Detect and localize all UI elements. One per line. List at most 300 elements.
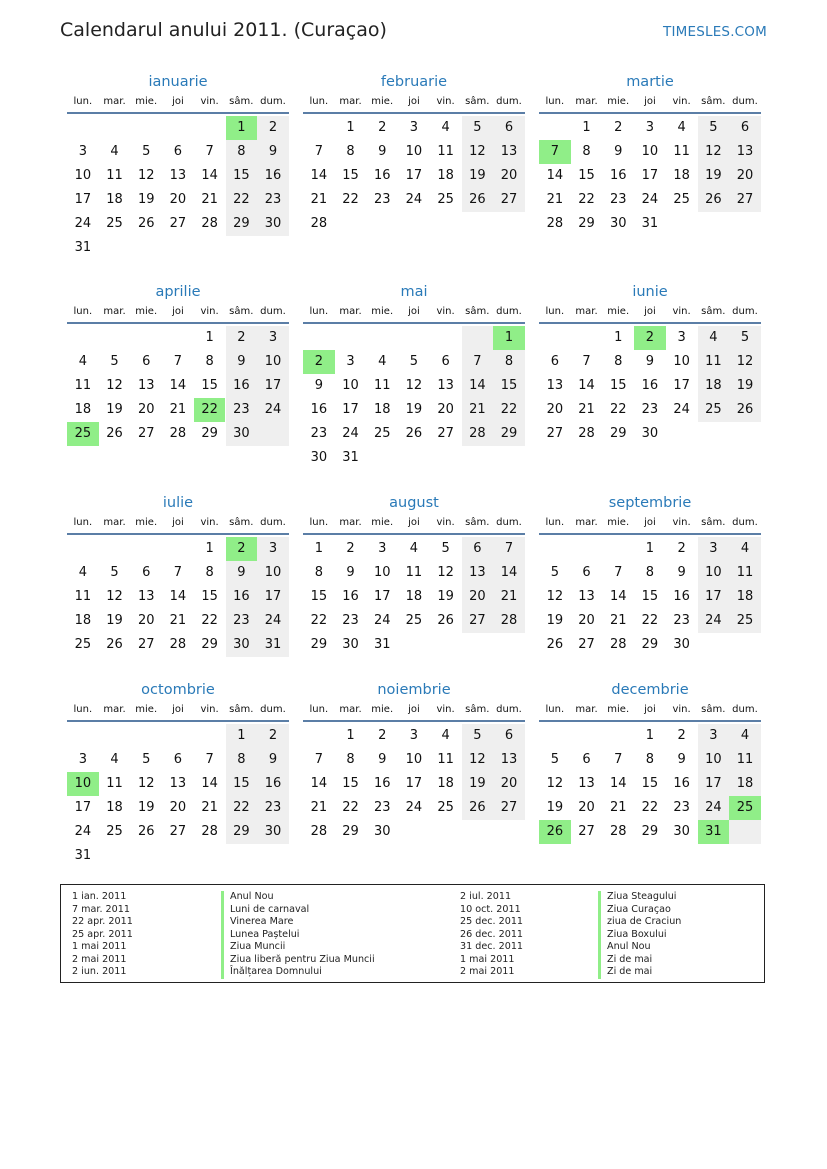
day-cell: 12: [137, 776, 155, 791]
day-cell: 29: [609, 426, 627, 441]
day-cell: 22: [641, 800, 659, 815]
day-cell: 29: [342, 824, 359, 839]
day-cell: 3: [677, 330, 686, 345]
day-cell: 17: [264, 589, 282, 604]
day-cell: 1: [645, 728, 655, 743]
day-cell: 7: [314, 752, 323, 767]
day-cell: 9: [378, 144, 387, 159]
weekday-label: sâm.: [701, 517, 726, 528]
day-cell: 20: [500, 168, 518, 183]
day-cell: 4: [110, 752, 119, 767]
weekday-label: sâm.: [701, 96, 726, 107]
day-cell: 24: [705, 613, 722, 628]
day-cell: 16: [264, 776, 282, 791]
day-cell: 27: [500, 800, 518, 815]
weekday-label: sâm.: [465, 517, 490, 528]
day-grid: [303, 722, 525, 866]
weekday-label: lun.: [73, 96, 93, 107]
day-cell: 10: [373, 565, 391, 580]
day-cell: 15: [201, 589, 218, 604]
day-cell: 23: [264, 800, 282, 815]
day-cell: 7: [582, 354, 591, 369]
month-name: septembrie: [608, 495, 692, 511]
day-cell: 19: [736, 378, 754, 393]
day-cell: 27: [437, 426, 454, 441]
day-cell: 6: [504, 728, 514, 743]
day-cell: 21: [500, 589, 518, 604]
weekday-label: lun.: [545, 704, 565, 715]
legend-date: 2 mai 2011: [460, 966, 515, 977]
month-name: august: [389, 495, 439, 511]
day-cell: 2: [268, 120, 278, 135]
day-cell: 28: [310, 216, 328, 231]
day-cell: 4: [709, 330, 718, 345]
day-cell: 14: [609, 776, 627, 791]
holiday-day-cell: 25: [729, 796, 761, 820]
day-cell: 16: [373, 168, 391, 183]
day-cell: 2: [378, 120, 387, 135]
day-cell: 22: [500, 402, 518, 417]
weekday-label: sâm.: [701, 306, 726, 317]
day-cell: 21: [201, 800, 218, 815]
day-cell: 5: [409, 354, 419, 369]
day-cell: 15: [609, 378, 627, 393]
day-grid: [303, 324, 525, 468]
day-cell: 4: [110, 144, 119, 159]
day-cell: 25: [373, 426, 391, 441]
weekday-label: vin.: [436, 306, 455, 317]
legend-date: 1 mai 2011: [72, 941, 127, 952]
weekday-label: lun.: [545, 306, 565, 317]
legend-holiday-name: Ziua Steagului: [598, 891, 676, 904]
month-name: noiembrie: [377, 682, 451, 698]
day-cell: 23: [673, 800, 690, 815]
day-cell: 24: [705, 800, 722, 815]
day-cell: 31: [373, 637, 391, 652]
day-cell: 4: [378, 354, 387, 369]
day-cell: 5: [473, 728, 482, 743]
day-grid: [67, 114, 289, 258]
day-cell: 17: [641, 168, 659, 183]
day-cell: 27: [500, 192, 518, 207]
weekday-header: [67, 92, 289, 114]
day-cell: 13: [169, 168, 187, 183]
day-cell: 21: [578, 402, 595, 417]
weekday-label: sâm.: [701, 704, 726, 715]
day-cell: 5: [142, 144, 151, 159]
weekday-header: [303, 302, 525, 324]
day-grid: [303, 535, 525, 679]
day-cell: 12: [736, 354, 754, 369]
holiday-day-cell: 25: [67, 422, 99, 446]
weekday-label: sâm.: [229, 517, 254, 528]
weekday-label: joi: [172, 306, 184, 317]
weekday-label: mar.: [339, 704, 362, 715]
day-cell: 22: [233, 800, 250, 815]
holiday-day-cell: 26: [539, 820, 571, 844]
day-cell: 19: [546, 800, 564, 815]
weekday-label: lun.: [73, 704, 93, 715]
day-cell: 23: [264, 192, 282, 207]
day-cell: 22: [578, 192, 595, 207]
day-cell: 23: [673, 613, 690, 628]
weekday-label: sâm.: [465, 96, 490, 107]
day-cell: 29: [201, 426, 218, 441]
day-cell: 3: [709, 541, 718, 556]
day-cell: 11: [74, 589, 92, 604]
month-name: februarie: [380, 74, 448, 90]
weekday-label: sâm.: [229, 704, 254, 715]
day-cell: 1: [346, 120, 355, 135]
day-cell: 8: [314, 565, 323, 580]
month-iulie: [67, 493, 289, 679]
day-cell: 21: [609, 613, 627, 628]
day-grid: [67, 324, 289, 468]
weekday-label: mie.: [371, 517, 394, 528]
day-cell: 11: [106, 168, 123, 183]
day-cell: 13: [578, 776, 595, 791]
day-cell: 20: [437, 402, 454, 417]
day-cell: 4: [677, 120, 686, 135]
day-cell: 30: [673, 824, 690, 839]
day-cell: 22: [233, 192, 250, 207]
legend-date: 26 dec. 2011: [460, 928, 524, 940]
day-cell: 13: [500, 752, 518, 767]
weekday-label: joi: [172, 517, 184, 528]
day-cell: 18: [106, 192, 123, 207]
day-cell: 28: [578, 426, 595, 441]
holiday-day-cell: 31: [698, 820, 730, 844]
day-cell: 19: [137, 192, 155, 207]
month-name: aprilie: [155, 284, 201, 300]
day-cell: 13: [469, 565, 486, 580]
day-cell: 4: [78, 565, 87, 580]
weekday-label: mar.: [339, 517, 362, 528]
day-cell: 15: [641, 776, 659, 791]
day-cell: 30: [233, 637, 250, 652]
day-cell: 29: [233, 216, 250, 231]
day-cell: 16: [373, 776, 391, 791]
day-cell: 17: [673, 378, 690, 393]
day-cell: 13: [546, 378, 564, 393]
day-cell: 27: [137, 426, 155, 441]
day-cell: 28: [201, 216, 218, 231]
day-cell: 19: [106, 402, 123, 417]
day-cell: 3: [709, 728, 718, 743]
holiday-day-cell: 7: [539, 140, 571, 164]
day-cell: 25: [74, 637, 92, 652]
day-cell: 23: [373, 800, 391, 815]
day-cell: 7: [504, 541, 514, 556]
day-cell: 23: [342, 613, 359, 628]
day-cell: 17: [74, 800, 92, 815]
day-cell: 19: [405, 402, 423, 417]
day-cell: 8: [504, 354, 514, 369]
weekday-label: lun.: [545, 96, 565, 107]
weekday-label: vin.: [200, 704, 219, 715]
weekday-header: [539, 302, 761, 324]
day-cell: 8: [237, 752, 246, 767]
month-name: iunie: [632, 284, 668, 300]
day-cell: 3: [268, 330, 278, 345]
legend-date: 31 dec. 2011: [460, 941, 524, 952]
weekday-label: vin.: [200, 96, 219, 107]
weekday-label: mie.: [607, 704, 630, 715]
day-cell: 5: [740, 330, 750, 345]
day-cell: 15: [500, 378, 518, 393]
day-cell: 11: [736, 565, 754, 580]
day-cell: 2: [268, 728, 278, 743]
legend-holiday-name: Ziua Boxului: [598, 929, 667, 942]
day-cell: 19: [705, 168, 722, 183]
weekday-label: vin.: [672, 704, 691, 715]
day-cell: 18: [373, 402, 391, 417]
weekday-label: mar.: [575, 704, 598, 715]
day-grid: [303, 114, 525, 258]
day-cell: 1: [237, 728, 246, 743]
holiday-day-cell: 1: [493, 326, 525, 350]
day-cell: 18: [705, 378, 722, 393]
day-cell: 8: [205, 354, 214, 369]
day-cell: 15: [233, 168, 250, 183]
day-cell: 9: [237, 565, 246, 580]
day-cell: 1: [314, 541, 323, 556]
weekday-label: mar.: [339, 96, 362, 107]
day-cell: 25: [437, 800, 454, 815]
month-decembrie: [539, 680, 761, 866]
legend-holiday-name: ziua de Craciun: [598, 916, 681, 929]
day-cell: 6: [173, 144, 183, 159]
legend-holiday-name: Lunea Paștelui: [221, 929, 299, 942]
legend-holiday-name: Zi de mai: [598, 954, 652, 967]
day-cell: 9: [677, 752, 686, 767]
day-cell: 29: [500, 426, 518, 441]
weekday-label: mar.: [339, 306, 362, 317]
day-cell: 15: [201, 378, 218, 393]
day-cell: 21: [201, 192, 218, 207]
day-cell: 24: [405, 800, 423, 815]
day-cell: 7: [173, 565, 183, 580]
month-name: ianuarie: [148, 74, 208, 90]
day-cell: 14: [310, 168, 328, 183]
day-cell: 10: [342, 378, 359, 393]
day-cell: 24: [264, 613, 282, 628]
day-cell: 16: [264, 168, 282, 183]
day-cell: 21: [469, 402, 486, 417]
day-cell: 24: [373, 613, 391, 628]
day-cell: 4: [409, 541, 419, 556]
day-cell: 6: [740, 120, 750, 135]
legend-date: 2 mai 2011: [72, 953, 127, 965]
month-ianuarie: [67, 72, 289, 258]
legend-holiday-name: Luni de carnaval: [221, 904, 309, 917]
day-cell: 5: [550, 752, 559, 767]
day-grid: [67, 535, 289, 679]
day-cell: 15: [641, 589, 659, 604]
holiday-day-cell: 2: [634, 326, 666, 350]
day-cell: 25: [106, 216, 123, 231]
day-cell: 7: [314, 144, 323, 159]
day-cell: 14: [578, 378, 595, 393]
day-cell: 12: [106, 589, 123, 604]
weekday-label: joi: [172, 96, 184, 107]
day-cell: 28: [469, 426, 486, 441]
month-martie: [539, 72, 761, 258]
day-cell: 19: [437, 589, 454, 604]
weekday-header: [67, 302, 289, 324]
weekday-label: mie.: [607, 96, 630, 107]
day-cell: 3: [346, 354, 355, 369]
day-cell: 6: [441, 354, 450, 369]
weekday-label: mar.: [103, 517, 126, 528]
day-cell: 17: [74, 192, 92, 207]
day-cell: 7: [473, 354, 482, 369]
legend-holiday-name: Anul Nou: [221, 891, 274, 904]
day-cell: 28: [169, 426, 187, 441]
day-cell: 8: [346, 144, 355, 159]
day-cell: 26: [106, 426, 123, 441]
day-cell: 10: [74, 168, 92, 183]
day-cell: 7: [614, 752, 623, 767]
day-cell: 6: [142, 565, 151, 580]
day-cell: 16: [233, 378, 250, 393]
day-cell: 1: [614, 330, 623, 345]
day-cell: 17: [405, 168, 423, 183]
day-cell: 26: [437, 613, 454, 628]
day-cell: 25: [705, 402, 722, 417]
weekday-label: dum.: [496, 517, 522, 528]
day-cell: 9: [268, 752, 278, 767]
day-cell: 11: [736, 752, 754, 767]
day-cell: 25: [437, 192, 454, 207]
legend-date: 1 mai 2011: [460, 953, 515, 965]
day-cell: 1: [205, 330, 214, 345]
day-cell: 9: [614, 144, 623, 159]
weekday-label: dum.: [260, 704, 286, 715]
day-cell: 5: [709, 120, 718, 135]
day-cell: 19: [469, 168, 486, 183]
weekday-label: dum.: [732, 704, 758, 715]
weekday-label: mie.: [135, 96, 158, 107]
day-cell: 9: [677, 565, 686, 580]
day-cell: 15: [342, 776, 359, 791]
day-cell: 27: [578, 637, 595, 652]
month-name: iulie: [162, 495, 194, 511]
legend-date: 22 apr. 2011: [72, 916, 133, 927]
day-cell: 8: [346, 752, 355, 767]
day-cell: 21: [169, 613, 187, 628]
day-cell: 18: [405, 589, 423, 604]
day-cell: 17: [342, 402, 359, 417]
day-cell: 3: [409, 120, 419, 135]
day-cell: 11: [373, 378, 391, 393]
weekday-label: lun.: [309, 306, 329, 317]
weekday-label: vin.: [200, 517, 219, 528]
month-septembrie: [539, 493, 761, 679]
day-cell: 14: [169, 589, 187, 604]
day-cell: 16: [641, 378, 659, 393]
legend-date: 2 iun. 2011: [72, 966, 127, 977]
page-title: Calendarul anului 2011. (Curaçao): [60, 19, 387, 41]
day-cell: 30: [373, 824, 391, 839]
holiday-day-cell: 1: [226, 116, 258, 140]
weekday-label: dum.: [496, 704, 522, 715]
day-cell: 26: [469, 800, 486, 815]
day-cell: 8: [237, 144, 246, 159]
day-cell: 26: [705, 192, 722, 207]
day-cell: 6: [550, 354, 559, 369]
month-iunie: [539, 282, 761, 468]
day-cell: 12: [137, 168, 155, 183]
day-grid: [67, 722, 289, 866]
day-cell: 26: [469, 192, 486, 207]
day-grid: [539, 324, 761, 468]
day-cell: 26: [137, 216, 155, 231]
day-cell: 18: [437, 168, 454, 183]
day-cell: 13: [437, 378, 454, 393]
day-cell: 9: [268, 144, 278, 159]
legend-date: 2 iul. 2011: [460, 891, 512, 902]
day-cell: 12: [546, 776, 564, 791]
day-cell: 26: [405, 426, 423, 441]
day-cell: 18: [74, 613, 92, 628]
day-cell: 21: [169, 402, 187, 417]
weekday-label: mie.: [135, 517, 158, 528]
day-cell: 14: [201, 168, 218, 183]
weekday-label: mar.: [575, 96, 598, 107]
day-cell: 21: [609, 800, 627, 815]
day-cell: 6: [582, 752, 591, 767]
day-cell: 31: [641, 216, 659, 231]
day-cell: 21: [546, 192, 564, 207]
day-cell: 7: [173, 354, 183, 369]
weekday-label: lun.: [309, 704, 329, 715]
day-cell: 24: [74, 216, 92, 231]
day-cell: 14: [609, 589, 627, 604]
day-cell: 4: [740, 541, 750, 556]
day-cell: 24: [264, 402, 282, 417]
day-cell: 22: [310, 613, 328, 628]
day-cell: 12: [546, 589, 564, 604]
holiday-legend: [60, 884, 765, 983]
weekday-label: dum.: [496, 96, 522, 107]
day-cell: 1: [346, 728, 355, 743]
weekday-label: vin.: [672, 517, 691, 528]
day-cell: 2: [614, 120, 623, 135]
day-cell: 9: [314, 378, 323, 393]
legend-holiday-name: Anul Nou: [598, 941, 651, 954]
weekday-label: vin.: [436, 517, 455, 528]
day-cell: 10: [405, 752, 423, 767]
month-aprilie: [67, 282, 289, 468]
day-cell: 20: [578, 613, 595, 628]
month-mai: [303, 282, 525, 468]
day-cell: 7: [205, 752, 214, 767]
day-grid: [539, 114, 761, 258]
day-cell: 19: [546, 613, 564, 628]
brand-link[interactable]: TIMESLES.COM: [663, 24, 767, 40]
day-cell: 6: [473, 541, 482, 556]
day-cell: 30: [342, 637, 359, 652]
day-cell: 25: [106, 824, 123, 839]
weekday-label: sâm.: [229, 306, 254, 317]
day-cell: 30: [264, 216, 282, 231]
day-cell: 28: [609, 824, 627, 839]
day-cell: 14: [546, 168, 564, 183]
day-cell: 18: [736, 776, 754, 791]
day-cell: 24: [74, 824, 92, 839]
weekday-label: dum.: [732, 306, 758, 317]
